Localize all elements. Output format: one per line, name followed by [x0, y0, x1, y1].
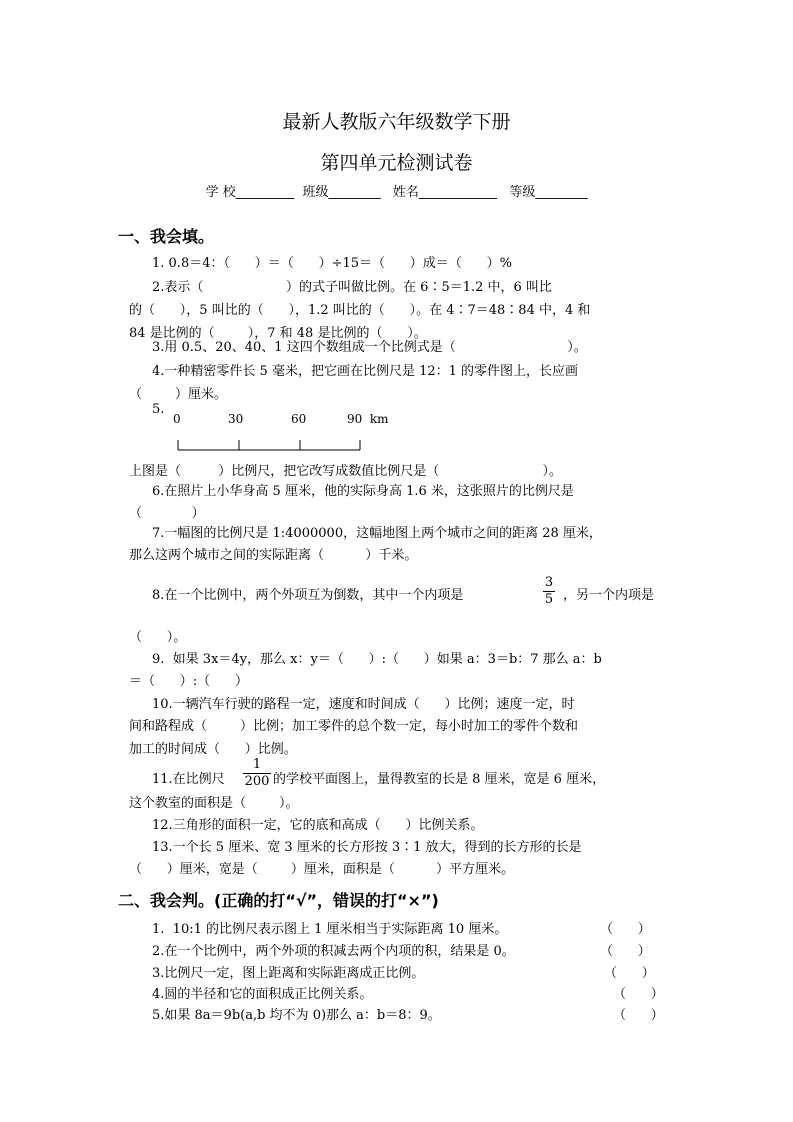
scale-label-60: 60	[291, 412, 307, 426]
question-3: 3.用 0.5、20、40、1 这四个数组成一个比例式是（ ）。	[152, 340, 587, 355]
question-5-text: 上图是（ ）比例尺，把它改写成数值比例尺是（ ）。	[129, 464, 562, 479]
judge-item-4: 4.圆的半径和它的面积成正比例关系。	[152, 987, 373, 1002]
question-2-line-2: 的（ ），5 叫比的（ ），1.2 叫比的（ ）。在 4∶7＝48∶84 中，4 和	[129, 303, 591, 318]
line-scale-bar	[172, 432, 366, 452]
question-4-line-1: 4.一种精密零件长 5 毫米，把它画在比例尺是 12：1 的零件图上，长应画	[152, 364, 579, 379]
question-8-text-after: ，另一个内项是	[563, 588, 655, 603]
question-12: 12.三角形的面积一定，它的底和高成（ ）比例关系。	[152, 818, 484, 833]
fraction-three-fifths	[543, 575, 555, 608]
question-6-line-2: （ ）	[129, 506, 205, 521]
question-7-line-2: 那么这两个城市之间的实际距离（ ）千米。	[129, 548, 418, 563]
question-6-line-1: 6.在照片上小华身高 5 厘米，他的实际身高 1.6 米，这张照片的比例尺是	[152, 484, 574, 499]
question-13-line-2: （ ）厘米，宽是（ ）厘米，面积是（ ）平方厘米。	[129, 862, 515, 877]
question-11-text-after: 的学校平面图上，量得教室的长是 8 厘米，宽是 6 厘米，	[273, 772, 606, 787]
fraction-numerator: 3	[544, 575, 554, 590]
student-info-line: 学 校_________ 班级________ 姓名____________ 等级________	[205, 185, 588, 200]
scale-label-90km: 90 km	[347, 412, 389, 426]
question-9-line-2: ＝（ ）:（ ）	[129, 674, 248, 689]
judge-answer-blank-5: （ ）	[613, 1008, 664, 1023]
section-1-heading: 一、我会填。	[118, 227, 215, 246]
question-2-line-1: 2.表示（ ）的式子叫做比例。在 6∶5＝1.2 中，6 叫比	[152, 280, 552, 295]
section-2-heading: 二、我会判。(正确的打“√”，错误的打“×”)	[118, 891, 439, 910]
judge-item-2: 2.在一个比例中，两个外项的积减去两个内项的积，结果是 0。	[152, 944, 515, 959]
question-8-text-before: 8.在一个比例中，两个外项互为倒数，其中一个内项是	[152, 588, 464, 603]
question-10-line-2: 间和路程成（ ）比例；加工零件的总个数一定，每小时加工的零件个数和	[129, 719, 579, 734]
exam-subtitle: 第四单元检测试卷	[320, 152, 473, 174]
exam-title: 最新人教版六年级数学下册	[282, 111, 511, 133]
judge-answer-blank-4: （ ）	[613, 987, 664, 1002]
scale-label-30: 30	[228, 412, 244, 426]
judge-item-3: 3.比例尺一定，图上距离和实际距离成正比例。	[152, 966, 425, 981]
fraction-denominator: 200	[244, 774, 270, 789]
question-1: 1. 0.8＝4：（ ）＝（ ）÷15＝（ ）成＝（ ）%	[152, 256, 512, 271]
question-11-line-2: 这个教室的面积是（ ）。	[129, 796, 299, 811]
fraction-numerator: 1	[252, 757, 262, 772]
judge-answer-blank-3: （ ）	[604, 966, 655, 981]
judge-answer-blank-1: （ ）	[600, 922, 651, 937]
question-10-line-1: 10.一辆汽车行驶的路程一定，速度和时间成（ ）比例；速度一定，时	[152, 697, 575, 712]
question-4-line-2: （ ）厘米。	[129, 387, 228, 402]
question-8-line-2: （ ）。	[129, 630, 187, 645]
fraction-denominator: 5	[544, 592, 554, 607]
judge-item-5: 5.如果 8a＝9b(a,b 均不为 0)那么 a：b＝8：9。	[152, 1008, 441, 1023]
question-2-line-3: 84 是比例的（ ），7 和 48 是比例的（ ）。	[129, 326, 427, 341]
fraction-one-over-two-hundred	[243, 757, 271, 790]
question-11-text-before: 11.在比例尺	[152, 772, 225, 787]
scale-label-0: 0	[173, 412, 181, 426]
question-13-line-1: 13.一个长 5 厘米、宽 3 厘米的长方形按 3∶1 放大，得到的长方形的长是	[152, 840, 582, 855]
question-9-line-1: 9. 如果 3x＝4y，那么 x：y＝（ ）:（ ）如果 a：3＝b：7 那么 a：b	[152, 652, 602, 667]
judge-answer-blank-2: （ ）	[600, 944, 651, 959]
question-5-number: 5.	[152, 402, 165, 417]
judge-item-1: 1. 10:1 的比例尺表示图上 1 厘米相当于实际距离 10 厘米。	[152, 922, 508, 937]
question-7-line-1: 7.一幅图的比例尺是 1:4000000，这幅地图上两个城市之间的距离 28 厘米，	[152, 526, 602, 541]
question-10-line-3: 加工的时间成（ ）比例。	[129, 742, 297, 757]
